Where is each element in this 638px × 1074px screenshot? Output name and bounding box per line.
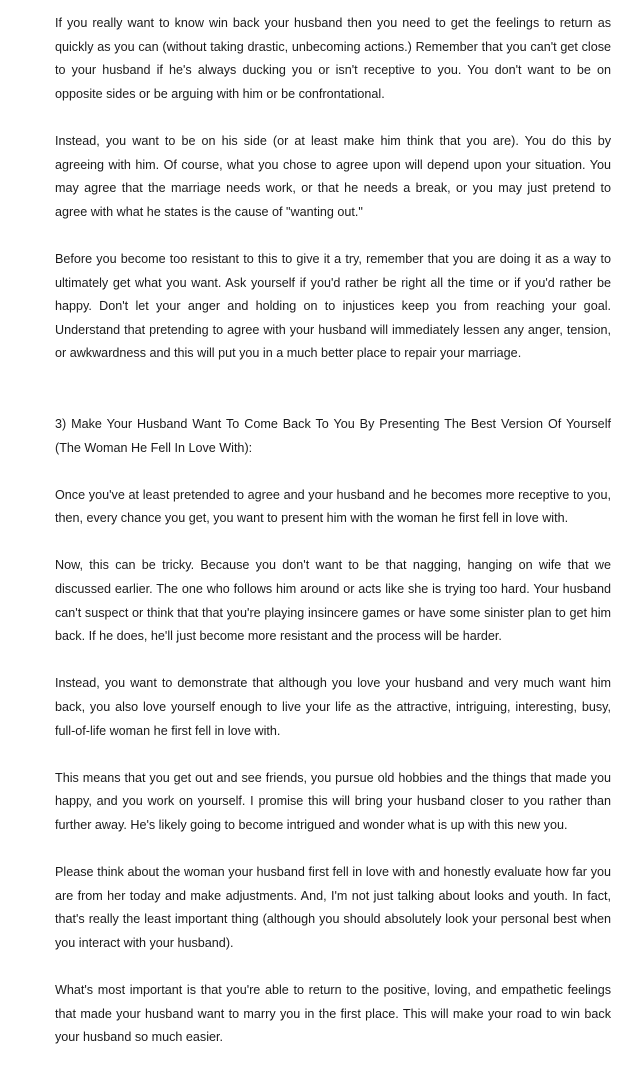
body-paragraph-1: If you really want to know win back your husband then you need to get the feelings to return as quickly as you can (without taking drastic, unbecoming actions.) Remember that you can't get close to your husband if he's always ducking you or isn't receptive to you. You don't want to be on opposite sides or be arguing with him or be confrontational. bbox=[55, 16, 611, 101]
body-paragraph-2: Instead, you want to be on his side (or at least make him think that you are). You do this by agreeing with him. Of course, what you chose to agree upon will depend upon your situation. You may agree that the marriage needs work, or that he needs a break, or you may just pretend to agree with what he states is the cause of "wanting out." bbox=[55, 133, 611, 219]
section-paragraph-1: Once you've at least pretended to agree and your husband and he becomes more receptive to you, then, every chance you get, you want to present him with the woman he first fell in love with. bbox=[55, 487, 611, 526]
body-paragraph-3: Before you become too resistant to this to give it a try, remember that you are doing it as a way to ultimately get what you want. Ask yourself if you'd rather be right all the time or if you'd rather be happy. Don't let your anger and holding on to injustices keep you from reaching your goal. Understand that pretending to agree with your husband will immediately lessen any anger, tension, or awkwardness and this will put you in a much better place to repair your marriage. bbox=[55, 251, 611, 361]
section-heading: 3) Make Your Husband Want To Come Back To You By Presenting The Best Version Of Yourself (The Woman He Fell In Love With): bbox=[55, 416, 611, 455]
section-paragraph-5: Please think about the woman your husband first fell in love with and honestly evaluate how far you are from her today and make adjustments. And, I'm not just talking about looks and youth. In fact, that's really the least important thing (although you should absolutely look your personal best when you interact with your husband). bbox=[55, 865, 611, 950]
section-paragraph-6: What's most important is that you're able to return to the positive, loving, and empathetic feelings that made your husband want to marry you in the first place. This will make your road to win back your husband so much easier. bbox=[55, 983, 611, 1045]
section-paragraph-4: This means that you get out and see friends, you pursue old hobbies and the things that made you happy, and you work on yourself. I promise this will bring your husband closer to you rather than further away. He's likely going to become intrigued and wonder what is up with this new you. bbox=[55, 770, 611, 832]
section-paragraph-3: Instead, you want to demonstrate that although you love your husband and very much want him back, you also love yourself enough to live your life as the attractive, intriguing, interesting, busy, full-of-life woman he first fell in love with. bbox=[55, 676, 611, 738]
section-paragraph-2: Now, this can be tricky. Because you don't want to be that nagging, hanging on wife that we discussed earlier. The one who follows him around or acts like she is trying too hard. Your husband can't suspect or think that that you're playing insincere games or have some sinister plan to get him back. If he does, he'll just become more resistant and the process will be harder. bbox=[55, 558, 611, 644]
document-page bbox=[55, 12, 611, 1074]
